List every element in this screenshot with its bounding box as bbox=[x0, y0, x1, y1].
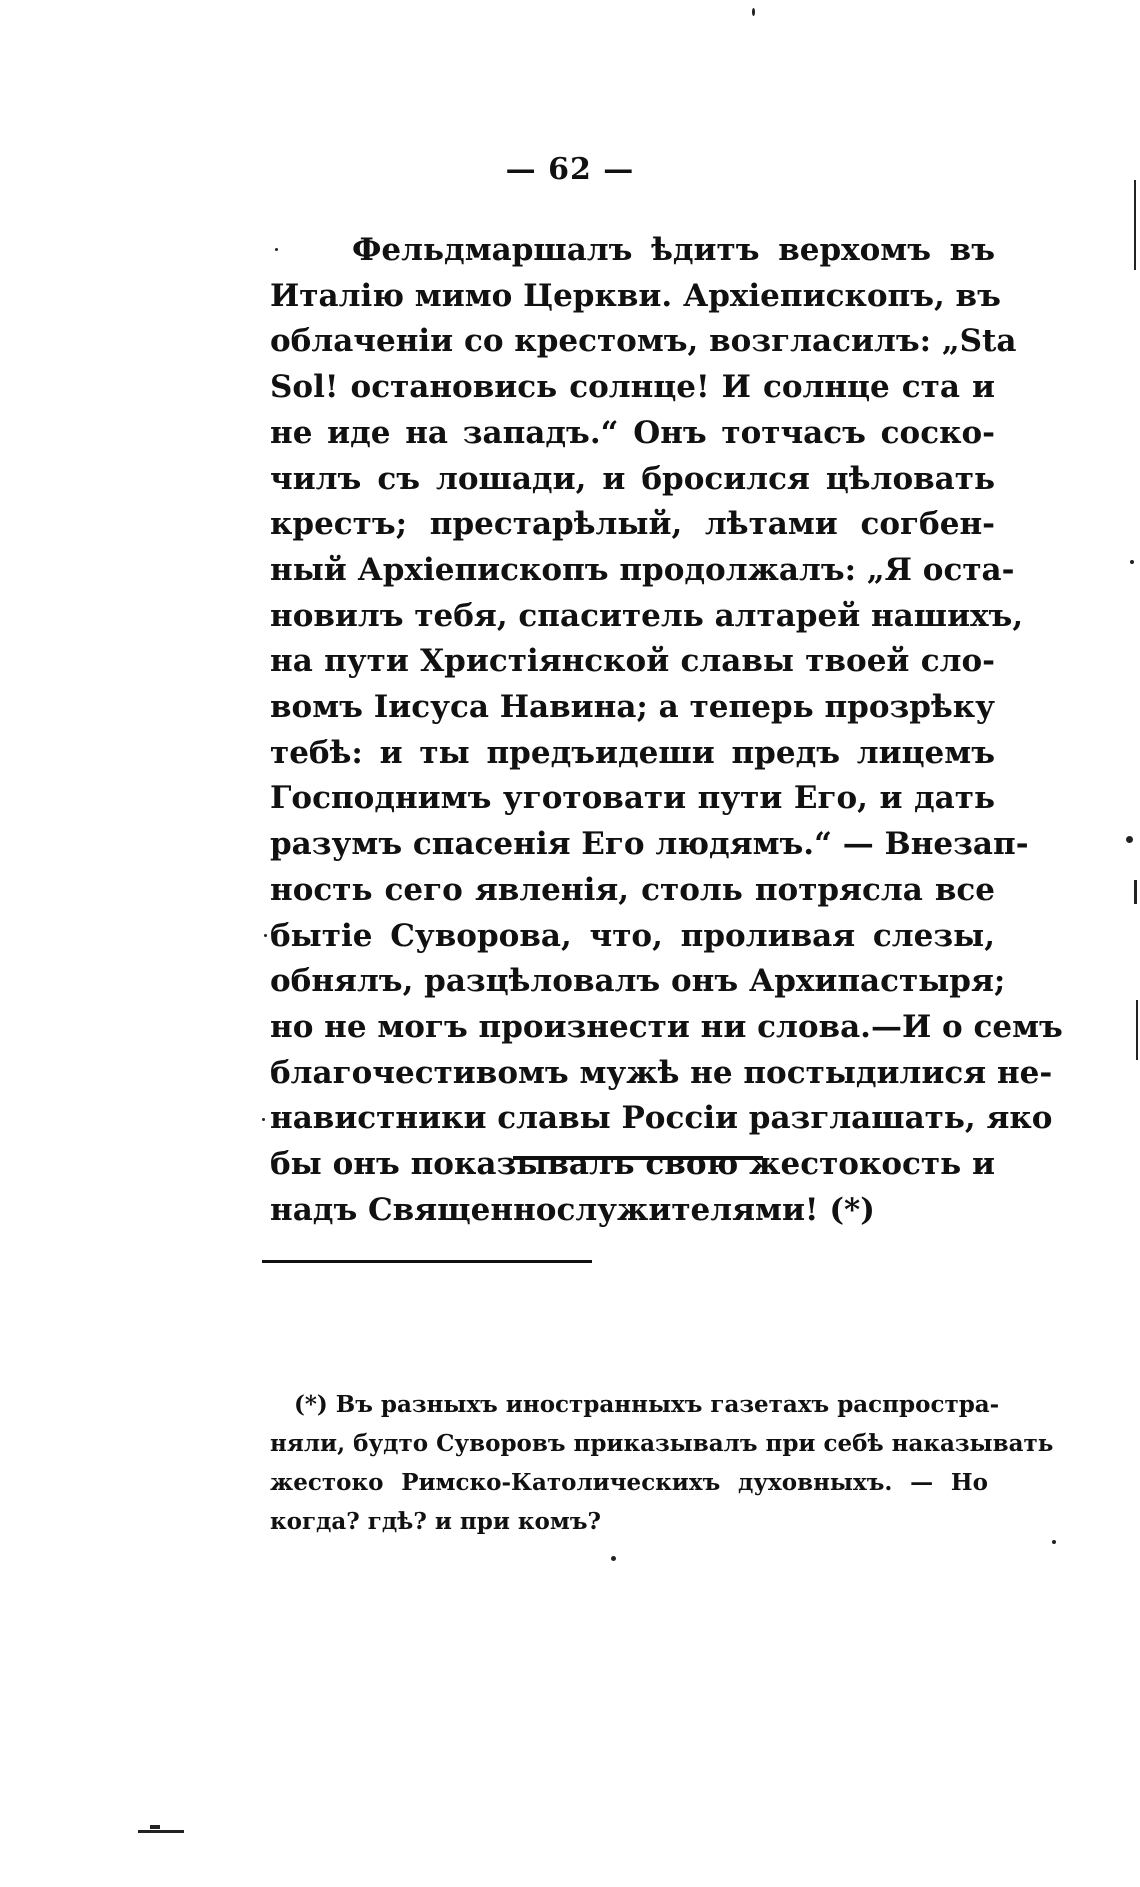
text-line: Италію мимо Церкви. Архіепископъ, въ bbox=[270, 277, 1001, 314]
text-line: ность сего явленія, столь потрясла все bbox=[270, 871, 995, 908]
text-line: бытіе Суворова, что, проливая слезы, bbox=[270, 917, 995, 954]
scan-speck bbox=[1052, 1540, 1056, 1544]
scan-speck bbox=[275, 248, 278, 251]
text-line: облаченіи со крестомъ, возгласилъ: „Sta bbox=[270, 323, 1017, 360]
text-line: не иде на западъ.“ Онъ тотчасъ соско- bbox=[270, 414, 995, 451]
text-line: новилъ тебя, спаситель алтарей нашихъ, bbox=[270, 597, 1024, 634]
text-line: бы онъ показывалъ свою жестокость и bbox=[270, 1146, 995, 1183]
scan-speck bbox=[1130, 560, 1134, 564]
text-line: надъ Священнослужителями! (*) bbox=[270, 1191, 875, 1228]
scan-speck bbox=[264, 934, 267, 937]
text-line: чилъ съ лошади, и бросился цѣловать bbox=[270, 460, 995, 497]
scan-edge-mark bbox=[1134, 880, 1137, 904]
footnote-block bbox=[270, 1385, 1054, 1541]
text-line: навистники славы Россіи разглашать, яко bbox=[270, 1100, 1053, 1137]
scan-edge-mark bbox=[1134, 180, 1136, 270]
footnote-line: няли, будто Суворовъ приказывалъ при себѣ наказывать bbox=[270, 1430, 1054, 1457]
section-divider bbox=[513, 1156, 763, 1160]
scan-speck bbox=[1126, 836, 1133, 843]
text-line: на пути Христіянской славы твоей сло- bbox=[270, 643, 995, 680]
footnote-separator bbox=[262, 1260, 592, 1263]
footnote-line: когда? гдѣ? и при комъ? bbox=[270, 1508, 601, 1535]
page-number: — 62 — bbox=[505, 152, 635, 187]
text-line: благочестивомъ мужѣ не постыдилися не- bbox=[270, 1054, 1053, 1091]
scan-edge-mark bbox=[150, 1825, 160, 1829]
scan-speck bbox=[752, 8, 755, 16]
text-line: разумъ спасенія Его людямъ.“ — Внезап- bbox=[270, 826, 1029, 863]
text-line: но не могъ произнести ни слова.—И о семъ bbox=[270, 1008, 1063, 1045]
text-line: вомъ Іисуса Навина; а теперь прозрѣку bbox=[270, 689, 995, 726]
text-line: Sol! остановись солнце! И солнце ста и bbox=[270, 369, 995, 406]
scan-edge-mark bbox=[138, 1830, 184, 1833]
main-text-block bbox=[270, 228, 1063, 1233]
text-line: крестъ; престарѣлый, лѣтами согбен- bbox=[270, 506, 995, 543]
text-line: обнялъ, разцѣловалъ онъ Архипастыря; bbox=[270, 963, 1006, 1000]
text-line: Господнимъ уготовати пути Его, и дать bbox=[270, 780, 995, 817]
scan-speck bbox=[611, 1556, 616, 1561]
text-line: тебѣ: и ты предъидеши предъ лицемъ bbox=[270, 734, 995, 771]
footnote-line: жестоко Римско-Католическихъ духовныхъ. — Но bbox=[270, 1469, 988, 1496]
footnote-line: (*) Въ разныхъ иностранныхъ газетахъ распростра- bbox=[294, 1391, 1000, 1418]
scan-speck bbox=[262, 1118, 265, 1121]
text-line: ный Архіепископъ продолжалъ: „Я оста- bbox=[270, 551, 1015, 588]
text-line: Фельдмаршалъ ѣдитъ верхомъ въ bbox=[352, 232, 995, 268]
scan-edge-mark bbox=[1136, 1000, 1138, 1060]
